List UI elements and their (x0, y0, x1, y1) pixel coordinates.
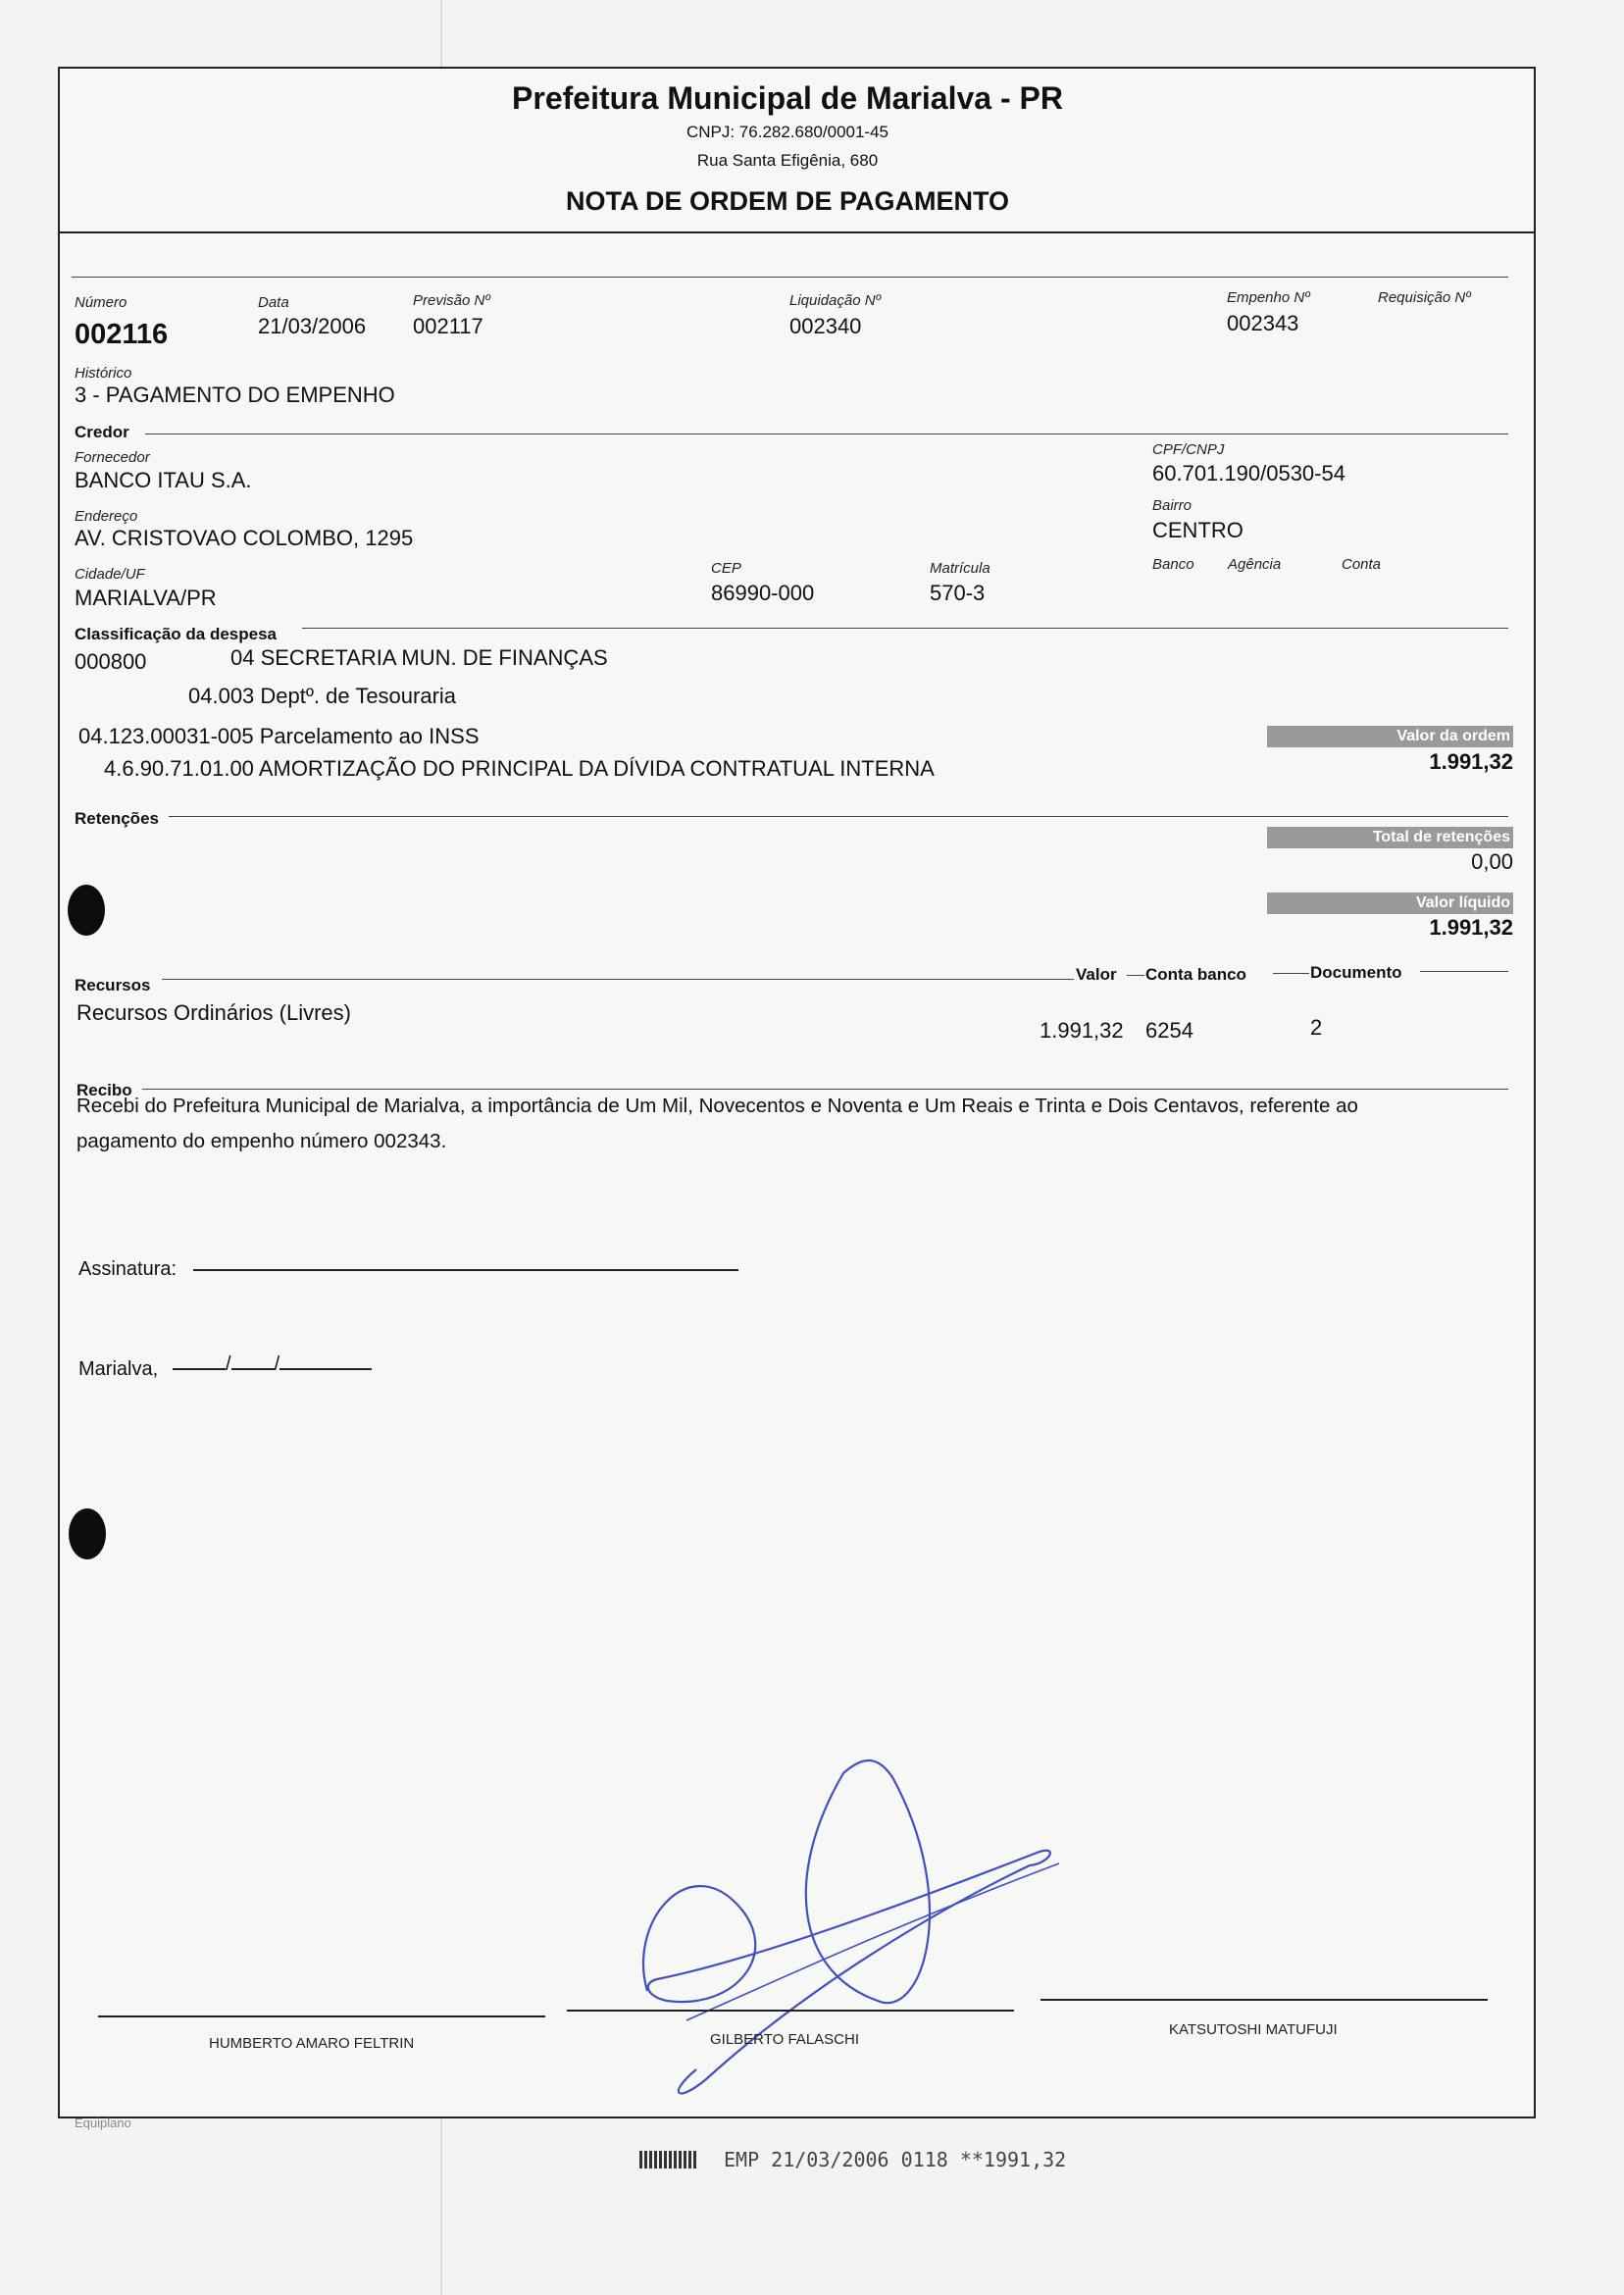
numero-value: 002116 (75, 319, 169, 350)
empenho-label: Empenho Nº (1227, 289, 1310, 306)
classificacao-orgao: 04 SECRETARIA MUN. DE FINANÇAS (230, 645, 608, 670)
footer-brand: Equiplano (75, 2116, 131, 2130)
classificacao-unidade: 04.003 Deptº. de Tesouraria (188, 684, 457, 708)
previsao-label: Previsão Nº (413, 292, 490, 309)
bairro-label: Bairro (1152, 497, 1193, 514)
conta-label: Conta (1342, 556, 1382, 573)
data-label: Data (258, 294, 289, 311)
requisicao-label: Requisição Nº (1378, 289, 1471, 306)
signature-line-2 (567, 2010, 1014, 2012)
signature-name-1: HUMBERTO AMARO FELTRIN (209, 2035, 415, 2052)
liquidacao-value: 002340 (789, 314, 862, 338)
recursos-descricao: Recursos Ordinários (Livres) (76, 1000, 351, 1025)
matricula-label: Matrícula (930, 560, 990, 577)
retencoes-section-title: Retenções (75, 809, 159, 828)
recibo-text-line2: pagamento do empenho número 002343. (76, 1130, 447, 1152)
recursos-documento: 2 (1310, 1015, 1323, 1040)
signature-line-3 (1040, 1999, 1488, 2001)
ids-top-rule (72, 277, 1508, 278)
previsao-value: 002117 (413, 314, 483, 338)
classificacao-programa: 04.123.00031-005 Parcelamento ao INSS (78, 724, 480, 748)
classificacao-code: 000800 (75, 649, 147, 674)
date-blanks: / / (173, 1353, 372, 1376)
cidade-value: MARIALVA/PR (75, 586, 217, 610)
recursos-valor: 1.991,32 (1040, 1018, 1124, 1043)
fornecedor-value: BANCO ITAU S.A. (75, 468, 252, 492)
valor-liquido-value: 1.991,32 (1429, 915, 1513, 940)
signature-name-3: KATSUTOSHI MATUFUJI (1169, 2021, 1338, 2038)
retencoes-rule (169, 816, 1508, 817)
address-text: Rua Santa Efigênia, 680 (696, 151, 879, 170)
total-retencoes-value: 0,00 (1471, 849, 1513, 874)
recursos-section-title: Recursos (75, 976, 151, 994)
documento-column-header: Documento (1310, 963, 1402, 982)
recibo-section-title: Recibo (76, 1081, 132, 1099)
matricula-value: 570-3 (930, 581, 986, 605)
cpf-label: CPF/CNPJ (1152, 441, 1225, 458)
valor-ordem-value: 1.991,32 (1429, 749, 1513, 774)
header-separator (58, 231, 1536, 233)
page-title: Prefeitura Municipal de Marialva - PR (512, 80, 1063, 116)
cidade-label: Cidade/UF (75, 566, 145, 583)
cep-value: 86990-000 (711, 581, 815, 605)
recursos-rule (162, 979, 1074, 980)
liquidacao-label: Liquidação Nº (789, 292, 882, 309)
recursos-conta: 6254 (1145, 1018, 1193, 1043)
assinatura-label: Assinatura: (78, 1258, 178, 1280)
agencia-label: Agência (1228, 556, 1282, 573)
recibo-rule (142, 1089, 1508, 1090)
signature-line-1 (98, 2015, 545, 2017)
cep-label: CEP (711, 560, 741, 577)
bairro-value: CENTRO (1152, 518, 1243, 542)
cnpj-text: CNPJ: 76.282.680/0001-45 (685, 123, 889, 141)
numero-label: Número (75, 294, 127, 311)
conta-documento-rule (1273, 973, 1309, 974)
documento-rule (1420, 971, 1508, 972)
footer-stamp: EMP 21/03/2006 0118 **1991,32 (724, 2148, 1067, 2171)
handwritten-signature (628, 1756, 1079, 2109)
assinatura-line (193, 1269, 738, 1271)
signature-name-2: GILBERTO FALASCHI (710, 2031, 859, 2048)
valor-ordem-bar: Valor da ordem (1267, 726, 1513, 747)
valor-liquido-bar: Valor líquido (1267, 892, 1513, 914)
credor-section-title: Credor (75, 423, 129, 441)
classificacao-elemento: 4.6.90.71.01.00 AMORTIZAÇÃO DO PRINCIPAL DA DÍVIDA CONTRATUAL INTERNA (104, 756, 935, 781)
local-label: Marialva, (78, 1358, 159, 1380)
punch-hole-top (68, 885, 105, 936)
cpf-value: 60.701.190/0530-54 (1152, 461, 1345, 485)
recibo-text-line1: Recebi do Prefeitura Municipal de Marialva, a importância de Um Mil, Novecentos e Noventa e Um Reais e Trinta e Dois Centavos, referente ao (76, 1095, 1358, 1117)
classificacao-rule (302, 628, 1508, 629)
historico-label: Histórico (75, 365, 132, 382)
fornecedor-label: Fornecedor (75, 449, 150, 466)
endereco-value: AV. CRISTOVAO COLOMBO, 1295 (75, 526, 414, 550)
document-title: NOTA DE ORDEM DE PAGAMENTO (565, 186, 1009, 216)
footer-stamp-mark (639, 2151, 696, 2168)
conta-column-header: Conta banco (1145, 965, 1246, 984)
empenho-value: 002343 (1227, 311, 1299, 335)
total-retencoes-bar: Total de retenções (1267, 827, 1513, 848)
endereco-label: Endereço (75, 508, 138, 525)
classificacao-section-title: Classificação da despesa (75, 625, 278, 643)
valor-column-header: Valor (1076, 965, 1117, 984)
banco-label: Banco (1152, 556, 1194, 573)
data-value: 21/03/2006 (258, 314, 367, 338)
valor-conta-rule (1127, 975, 1144, 976)
historico-value: 3 - PAGAMENTO DO EMPENHO (75, 382, 395, 407)
punch-hole-bottom (69, 1508, 106, 1559)
